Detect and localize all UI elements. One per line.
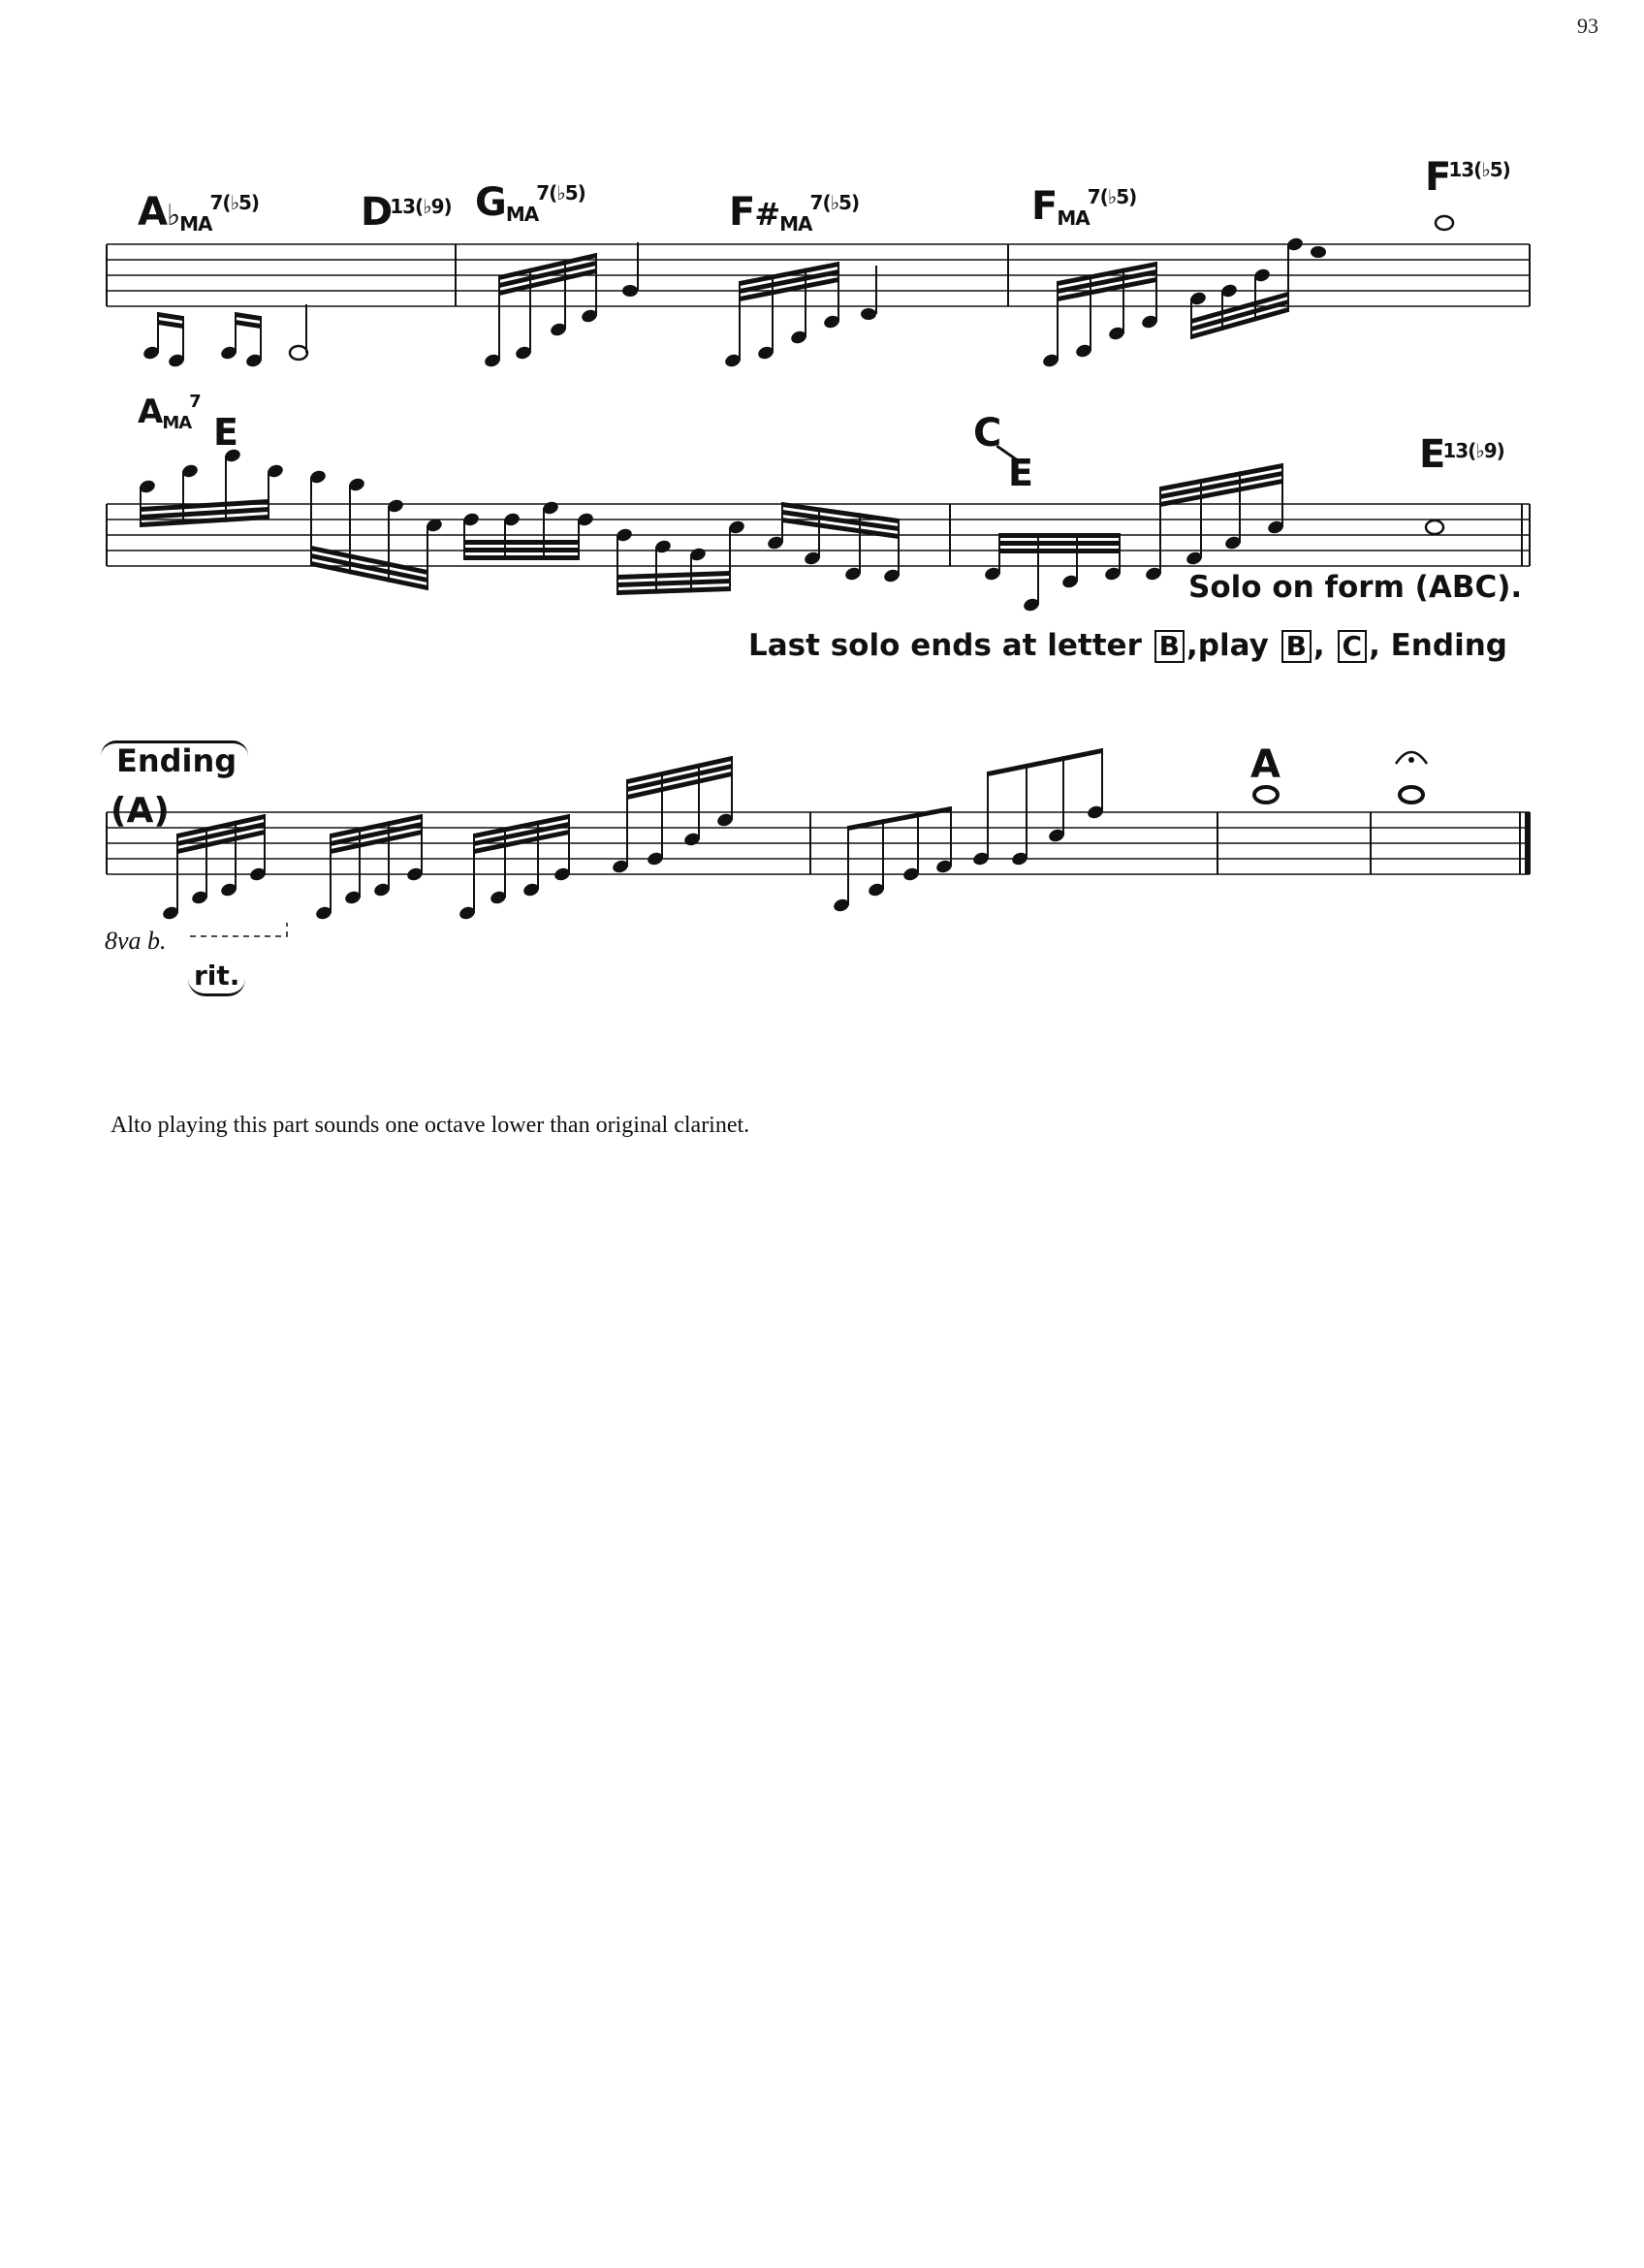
page-number: 93 — [1577, 14, 1598, 38]
slash-chord-1-top: $A_{MA}^7$ — [138, 392, 201, 433]
beam — [158, 320, 183, 329]
chord-symbol-3: $G_{MA}^{7(♭5)}$ — [475, 180, 585, 226]
fermata-dot — [1408, 757, 1414, 763]
ottava-line — [190, 923, 287, 936]
beam — [617, 579, 730, 587]
footnote: Alto playing this part sounds one octave lower than original clarinet. — [111, 1113, 750, 1138]
beam — [999, 541, 1120, 546]
chord-symbol-2: $D^{13(♭9)}$ — [361, 190, 452, 235]
ottava-bassa: 8va b. — [105, 927, 167, 955]
chord-symbol-a: A — [1250, 742, 1280, 787]
notehead — [622, 285, 638, 297]
beam — [999, 549, 1120, 553]
ritardando-marking: rit. — [188, 960, 245, 996]
chord-symbol-e13: $E^{13(♭9)}$ — [1419, 432, 1504, 477]
notehead — [861, 308, 876, 320]
ending-label: Ending — [116, 742, 237, 779]
chord-symbol-6: $F^{13(♭5)}$ — [1425, 155, 1510, 200]
rehearsal-box-b: B — [1154, 630, 1185, 663]
solo-instruction: Solo on form (ABC). — [1188, 570, 1523, 605]
whole-note — [1254, 787, 1278, 803]
chord-symbol-4: $F\#_{MA}^{7(♭5)}$ — [729, 190, 860, 236]
beam — [158, 312, 183, 321]
slash-chord-2-bottom: E — [1008, 452, 1033, 494]
half-note — [1426, 520, 1443, 534]
rehearsal-box-c: C — [1338, 630, 1368, 663]
beam — [464, 540, 579, 545]
notehead — [1311, 246, 1326, 258]
beam — [617, 571, 730, 580]
beam — [464, 548, 579, 552]
beam — [464, 555, 579, 560]
beam — [988, 748, 1102, 776]
last-solo-instruction: Last solo ends at letter B ,play B , C , Ending — [748, 628, 1507, 663]
rehearsal-box-b-2: B — [1281, 630, 1312, 663]
beam — [999, 533, 1120, 538]
beam — [236, 312, 261, 321]
music-notation — [0, 0, 1644, 1066]
slash-chord-1-bottom: E — [213, 411, 238, 454]
rehearsal-mark-a: (A) — [111, 791, 170, 831]
beam — [236, 320, 261, 329]
final-barline — [1525, 812, 1531, 874]
half-note — [290, 346, 307, 360]
beam — [617, 586, 730, 595]
chord-symbol-5: $F_{MA}^{7(♭5)}$ — [1031, 184, 1137, 230]
whole-note — [1400, 787, 1423, 803]
chord-symbol-1: $A♭_{MA}^{7(♭5)}$ — [138, 190, 260, 236]
slash-chord-2-top: C — [973, 411, 1002, 456]
half-note — [1436, 216, 1453, 230]
